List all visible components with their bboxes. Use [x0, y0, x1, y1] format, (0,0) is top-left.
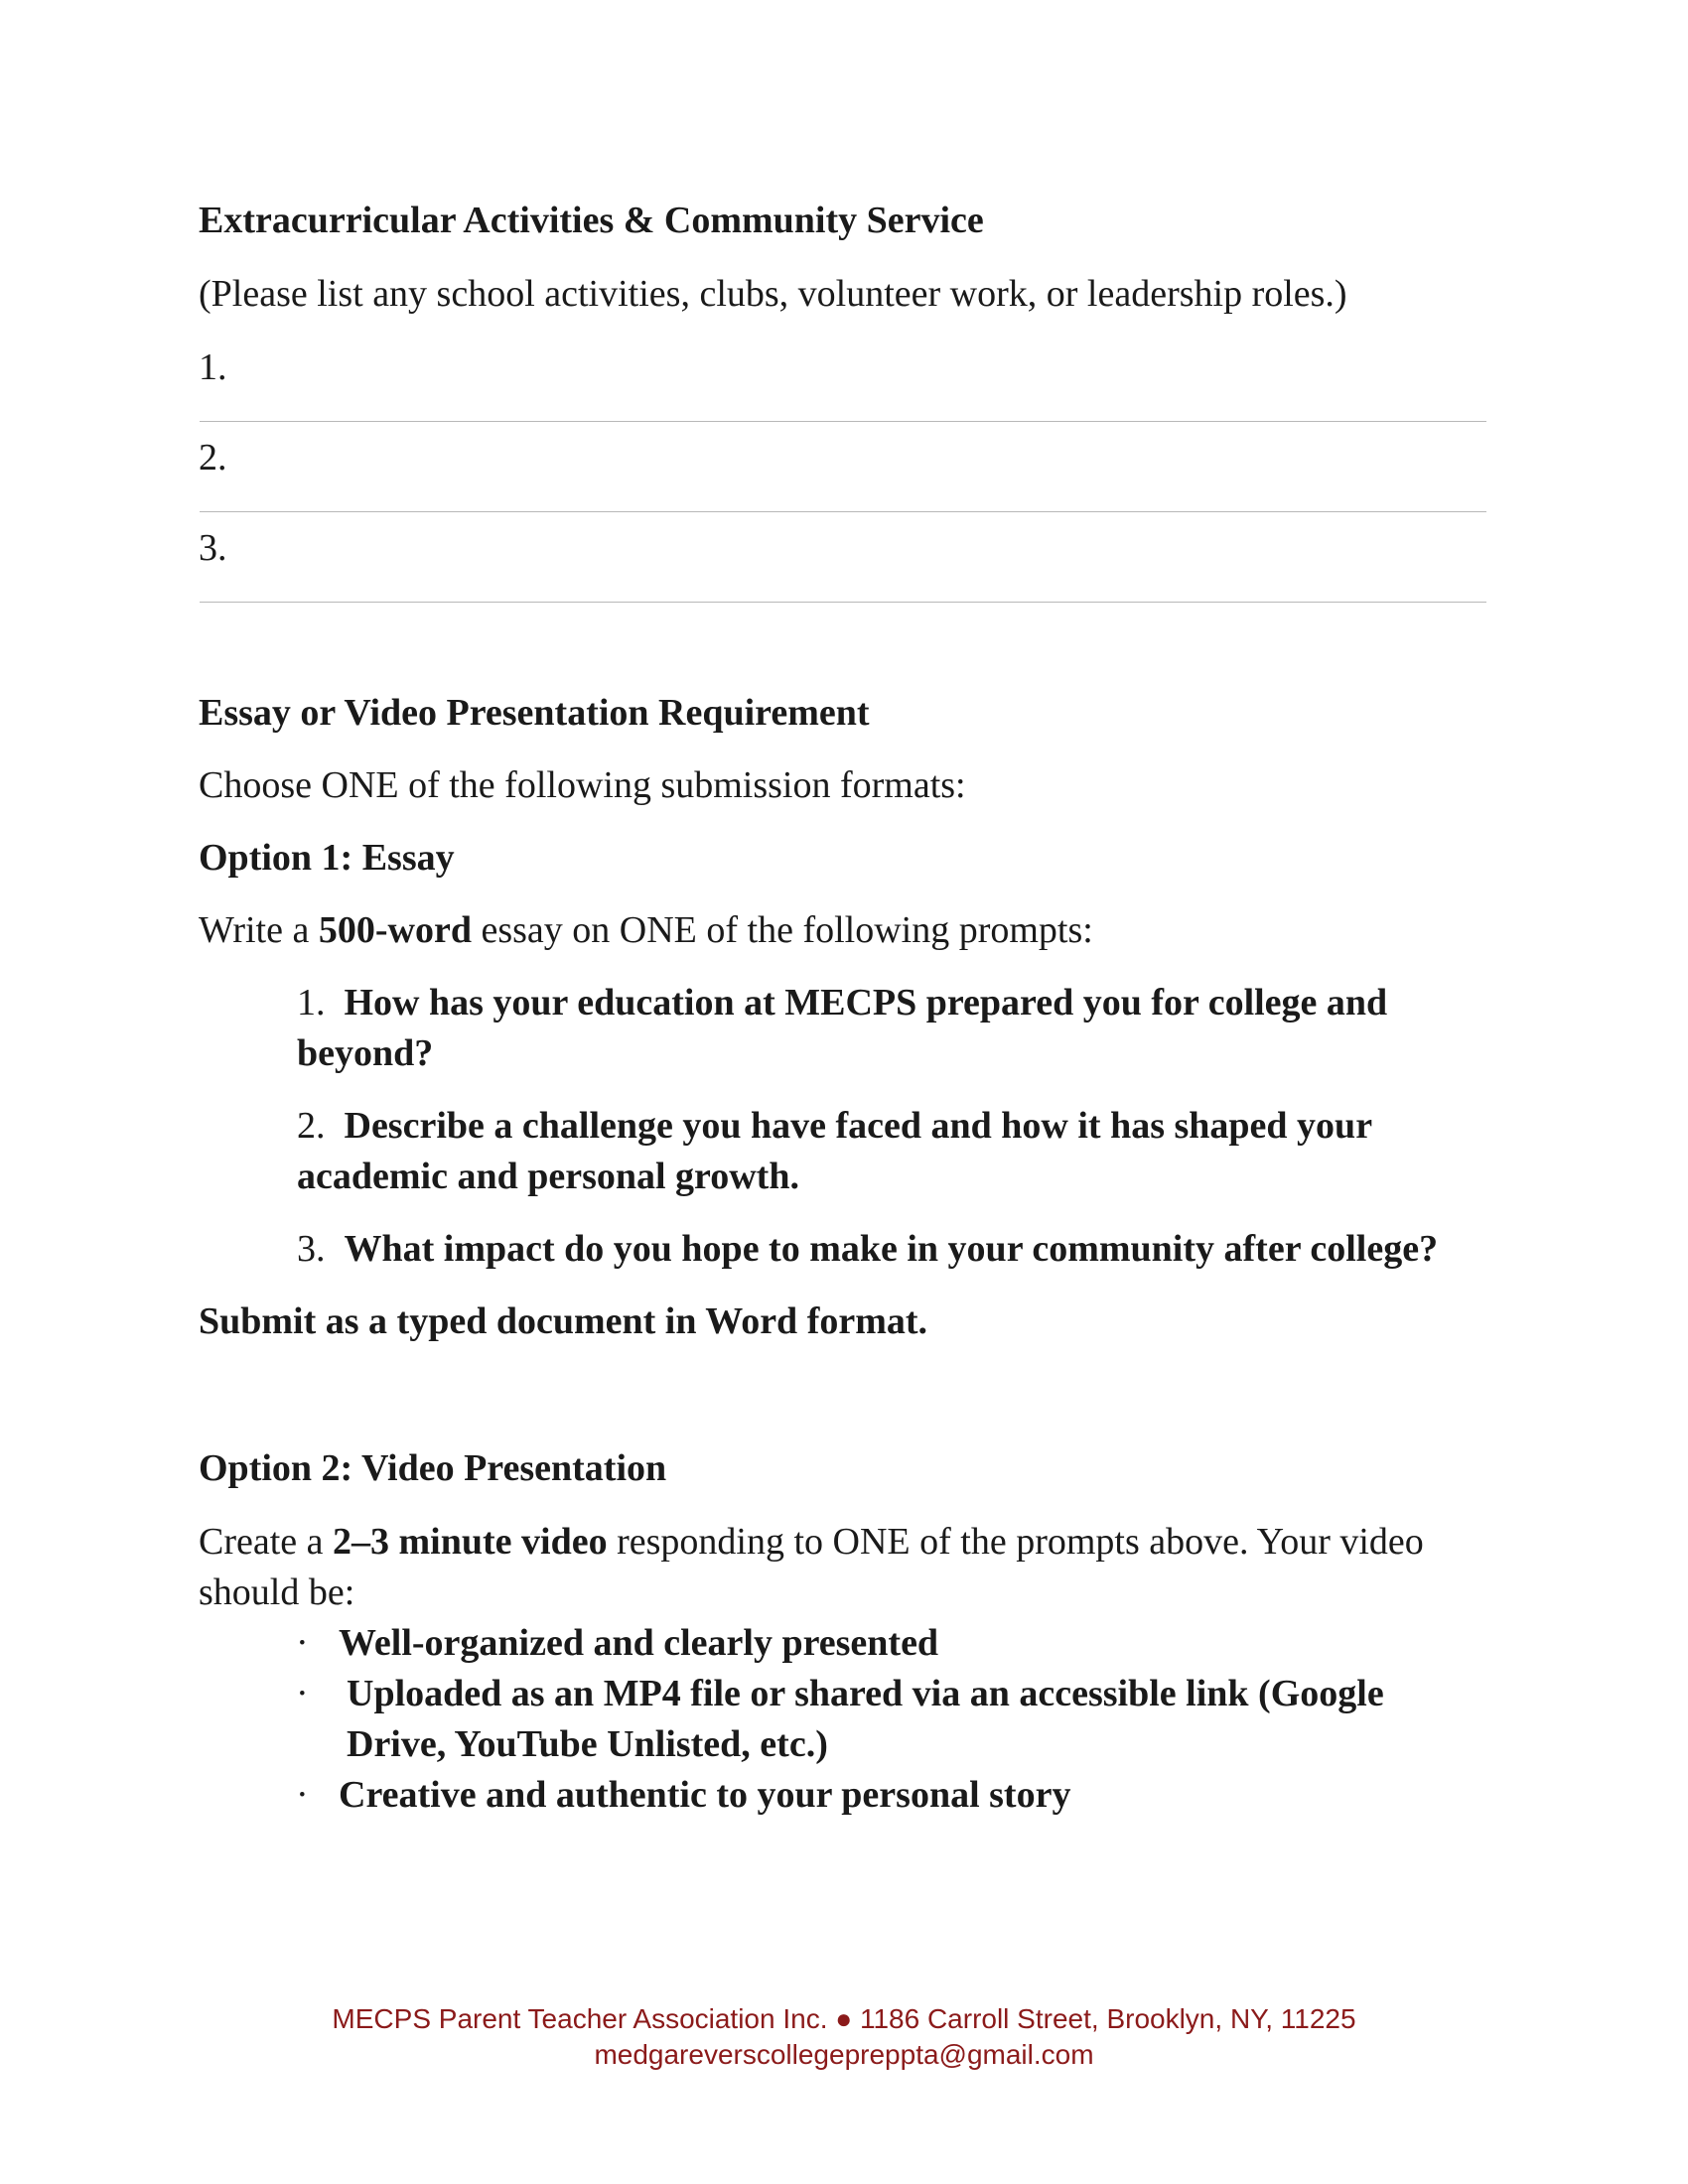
option2-heading: Option 2: Video Presentation: [199, 1447, 667, 1489]
video-requirement-item-continued: Drive, YouTube Unlisted, etc.): [347, 1723, 828, 1765]
essay-prompt: 1. How has your education at MECPS prepared you for college and: [297, 982, 1388, 1024]
footer-email[interactable]: medgareverscollegepreppta@gmail.com: [594, 2039, 1094, 2070]
bullet-marker: ·: [296, 1774, 309, 1816]
activity-entry-line[interactable]: [200, 602, 1486, 603]
essay-prompt: 3. What impact do you hope to make in your community after college?: [297, 1228, 1439, 1270]
video-requirement-item: Creative and authentic to your personal story: [339, 1774, 1071, 1816]
activities-heading: Extracurricular Activities & Community Service: [199, 200, 984, 241]
option2-instruction-continued: should be:: [199, 1571, 355, 1613]
footer-org-line: MECPS Parent Teacher Association Inc. ● 1186 Carroll Street, Brooklyn, NY, 11225: [332, 2003, 1356, 2034]
essay-submit-note: Submit as a typed document in Word format.: [199, 1300, 928, 1342]
activity-entry-line[interactable]: [200, 511, 1486, 512]
essay-prompt: 2. Describe a challenge you have faced and how it has shaped your: [297, 1105, 1373, 1147]
essay-prompt-continued: academic and personal growth.: [297, 1156, 799, 1197]
activity-entry-line[interactable]: [200, 421, 1486, 422]
activity-line-number: 1.: [199, 346, 227, 388]
essay-prompt-continued: beyond?: [297, 1032, 434, 1074]
option2-instruction: Create a 2–3 minute video responding to ONE of the prompts above. Your video: [199, 1521, 1424, 1563]
video-requirement-item: Well-organized and clearly presented: [339, 1622, 939, 1664]
bullet-marker: ·: [296, 1622, 309, 1664]
activities-instruction: (Please list any school activities, clubs, volunteer work, or leadership roles.): [199, 273, 1347, 315]
bullet-marker: ·: [296, 1673, 309, 1714]
option1-instruction: Write a 500-word essay on ONE of the following prompts:: [199, 909, 1093, 951]
activity-line-number: 3.: [199, 527, 227, 569]
essay-section-heading: Essay or Video Presentation Requirement: [199, 692, 870, 734]
video-requirement-item: Uploaded as an MP4 file or shared via an accessible link (Google: [347, 1673, 1384, 1714]
activity-line-number: 2.: [199, 437, 227, 478]
essay-section-intro: Choose ONE of the following submission formats:: [199, 764, 966, 806]
option1-heading: Option 1: Essay: [199, 837, 455, 879]
